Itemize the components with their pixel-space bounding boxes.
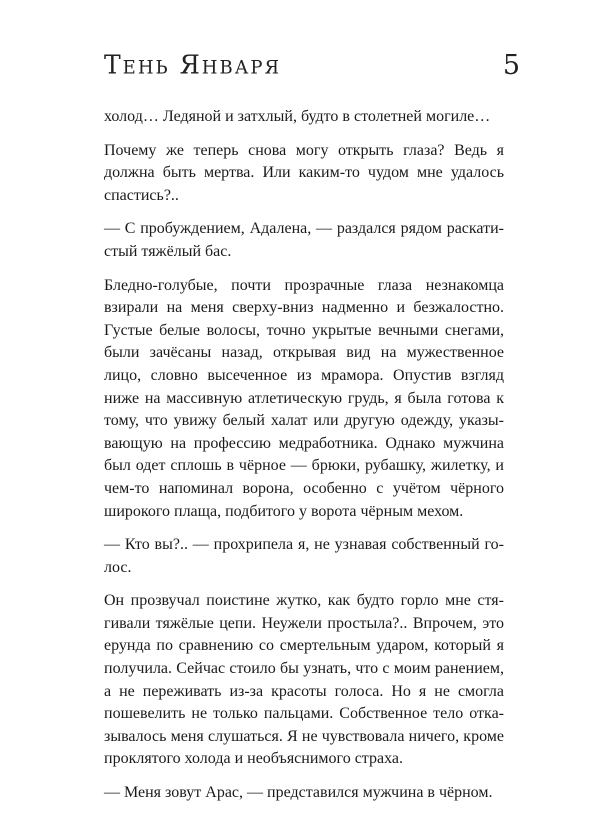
- paragraph: — Меня зовут Арас, — представился мужчина в чёрном.: [104, 784, 493, 802]
- paragraph: Бледно-голубые, почти прозрачные глаза незнакомца взирали на меня сверху-вниз надменно и безжалостно. Густые белые волосы, точно укрытые вечными снегами, были зачёсаны назад, открывая вид на мужественное лицо, словно высеченное из мрамора. Опустив взгляд ниже на массивную атлетическую грудь, я была готова к тому, что увижу белый халат или другую одежду, указывающую на профессию медработника. Однако мужчина был одет сплошь в чёрное — брюки, рубашку, жилетку, и чем-то напоминал ворона, особенно с учётом чёрного широкого плаща, подбитого у ворота чёрным мехом.: [104, 276, 504, 520]
- paragraph: — С пробуждением, Адалена, — раздался рядом раскатистый тяжёлый бас.: [104, 220, 504, 260]
- book-title: Тень Января: [104, 49, 281, 80]
- paragraph: Почему же теперь снова могу открыть глаза? Ведь я должна быть мертва. Или каким-то чудом мне удалось спастись?..: [104, 141, 504, 204]
- running-header: [104, 50, 520, 90]
- page-number: 5: [502, 50, 520, 81]
- paragraph: Он прозвучал поистине жутко, как будто горло мне стягивали тяжёлые цепи. Неужели простыла?.. Впрочем, это ерунда по сравнению со смертельным ударом, который я получила. Сейчас стоило бы узнать, что с моим ранением, а не переживать из-за красоты голоса. Но я не смогла пошевелить не только пальцами. Собственное тело отказывалось меня слушаться. Я не чувствовала ничего, кроме проклятого холода и необъяснимого страха.: [104, 592, 504, 768]
- body-text: [104, 106, 504, 816]
- paragraph: — Кто вы?.. — прохрипела я, не узнавая собственный голос.: [104, 536, 504, 576]
- paragraph: холод… Ледяной и затхлый, будто в столетней могиле…: [104, 108, 491, 125]
